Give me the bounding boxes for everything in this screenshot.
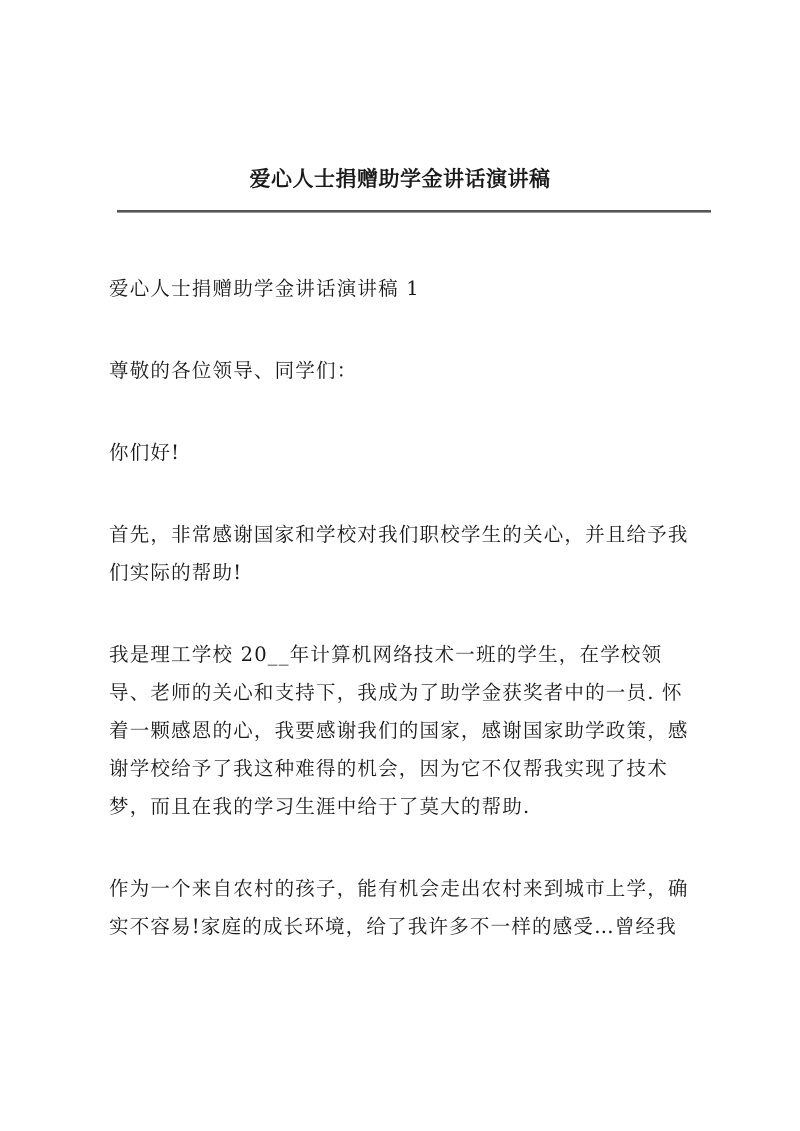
paragraph-background	[109, 870, 709, 946]
paragraph-heading	[109, 270, 709, 308]
paragraph-introduction	[109, 636, 709, 826]
paragraph-line: 我是理工学校 20__年计算机网络技术一班的学生，在学校领	[109, 643, 663, 666]
paragraph-line: 尊敬的各位领导、同学们：	[109, 359, 358, 382]
paragraph-line: 实不容易!家庭的成长环境，给了我许多不一样的感受…曾经我	[109, 915, 677, 938]
paragraph-salutation	[109, 352, 709, 390]
paragraph-line: 导、老师的关心和支持下，我成为了助学金获奖者中的一员. 怀	[109, 681, 683, 704]
paragraph-line: 爱心人士捐赠助学金讲话演讲稿 1	[109, 277, 420, 300]
paragraph-line: 们实际的帮助!	[109, 561, 243, 584]
paragraph-line: 梦，而且在我的学习生涯中给于了莫大的帮助.	[109, 795, 531, 818]
paragraph-line: 着一颗感恩的心，我要感谢我们的国家，感谢国家助学政策，感	[109, 719, 689, 742]
paragraph-line: 谢学校给予了我这种难得的机会，因为它不仅帮我实现了技术	[109, 757, 668, 780]
document-title: 爱心人士捐赠助学金讲话演讲稿	[249, 166, 551, 191]
paragraph-thanks	[109, 516, 709, 592]
document-body	[109, 270, 709, 990]
paragraph-line: 作为一个来自农村的孩子，能有机会走出农村来到城市上学，确	[109, 877, 689, 900]
title-divider	[117, 210, 711, 213]
paragraph-line: 首先，非常感谢国家和学校对我们职校学生的关心，并且给予我	[109, 523, 689, 546]
paragraph-greeting	[109, 434, 709, 472]
paragraph-line: 你们好!	[109, 441, 181, 464]
